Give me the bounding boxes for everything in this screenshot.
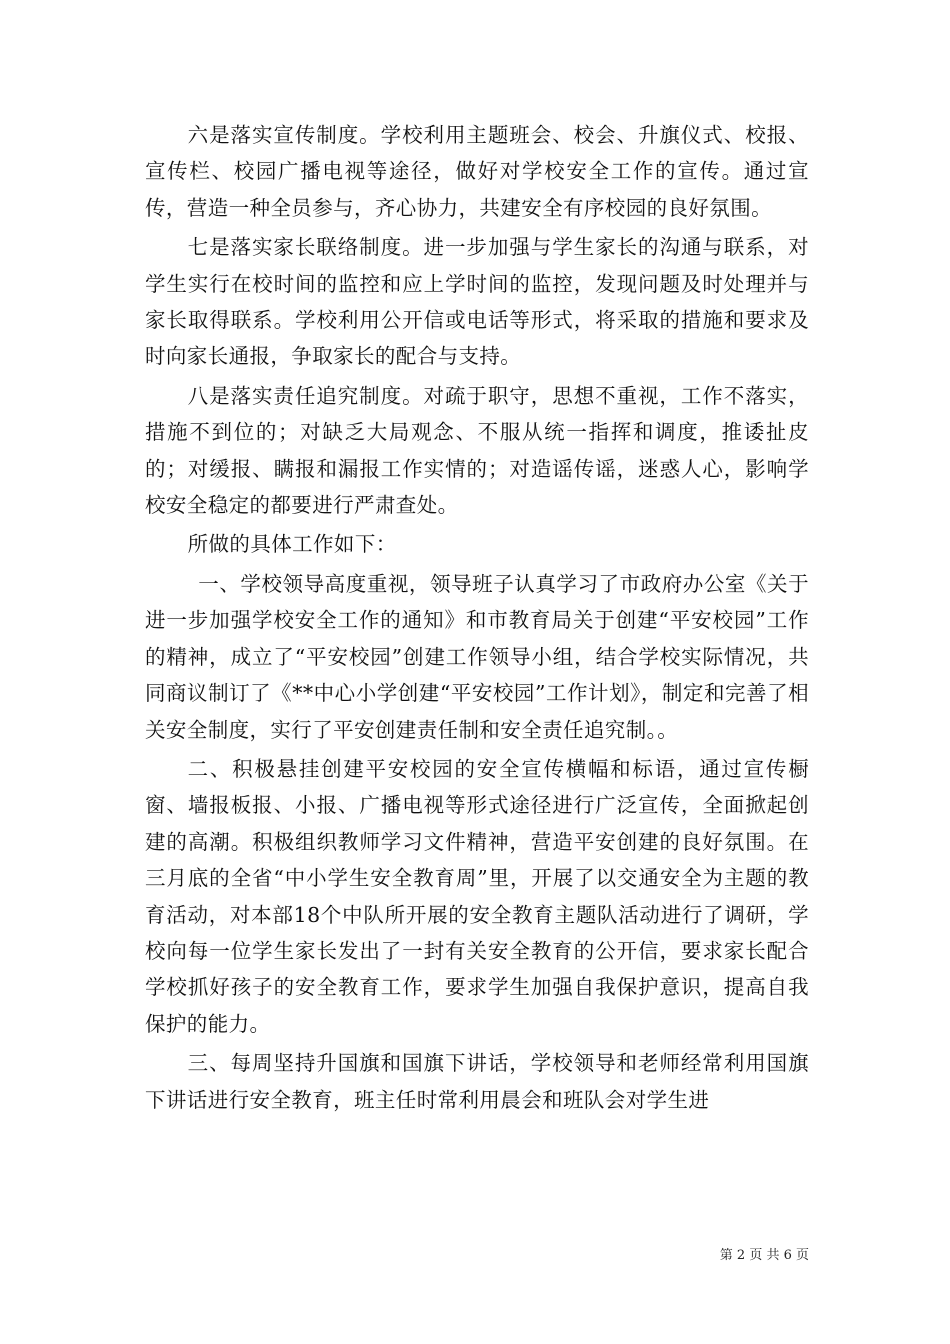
page-number-footer: 第 2 页 共 6 页 bbox=[719, 1248, 809, 1263]
paragraph-publicity-system: 六是落实宣传制度。学校利用主题班会、校会、升旗仪式、校报、宣传栏、校园广播电视等途径，做好对学校安全工作的宣传。通过宣传，营造一种全员参与，齐心协力，共建安全有序校园的良好氛围。 bbox=[145, 123, 809, 220]
paragraph-item-one: 一、学校领导高度重视，领导班子认真学习了市政府办公室《关于进一步加强学校安全工作的通知》和市教育局关于创建“平安校园”工作的精神，成立了“平安校园”创建工作领导小组，结合学校实际情况，共同商议制订了《**中心小学创建“平安校园”工作计划》，制定和完善了相关安全制度，实行了平安创建责任制和安全责任追究制。。 bbox=[145, 571, 809, 742]
paragraph-accountability-system: 八是落实责任追究制度。对疏于职守，思想不重视，工作不落实，措施不到位的；对缺乏大局观念、不服从统一指挥和调度，推诿扯皮的；对缓报、瞒报和漏报工作实情的；对造谣传谣，迷惑人心，影响学校安全稳定的都要进行严肃查处。 bbox=[145, 383, 809, 518]
paragraph-item-two: 二、积极悬挂创建平安校园的安全宣传横幅和标语，通过宣传橱窗、墙报板报、小报、广播电视等形式途径进行广泛宣传，全面掀起创建的高潮。积极组织教师学习文件精神，营造平安创建的良好氛围。在三月底的全省“中小学生安全教育周”里，开展了以交通安全为主题的教育活动，对本部18个中队所开展的安全教育主题队活动进行了调研，学校向每一位学生家长发出了一封有关安全教育的公开信，要求家长配合学校抓好孩子的安全教育工作，要求学生加强自我保护意识，提高自我保护的能力。 bbox=[145, 756, 809, 1036]
document-body bbox=[145, 117, 809, 1121]
paragraph-parent-contact-system: 七是落实家长联络制度。进一步加强与学生家长的沟通与联系，对学生实行在校时间的监控和应上学时间的监控，发现问题及时处理并与家长取得联系。学校利用公开信或电话等形式，将采取的措施和要求及时向家长通报，争取家长的配合与支持。 bbox=[145, 235, 809, 369]
paragraph-work-intro: 所做的具体工作如下： bbox=[187, 532, 397, 557]
paragraph-item-three: 三、每周坚持升国旗和国旗下讲话，学校领导和老师经常利用国旗下讲话进行安全教育，班主任时常利用晨会和班队会对学生进 bbox=[145, 1051, 809, 1112]
